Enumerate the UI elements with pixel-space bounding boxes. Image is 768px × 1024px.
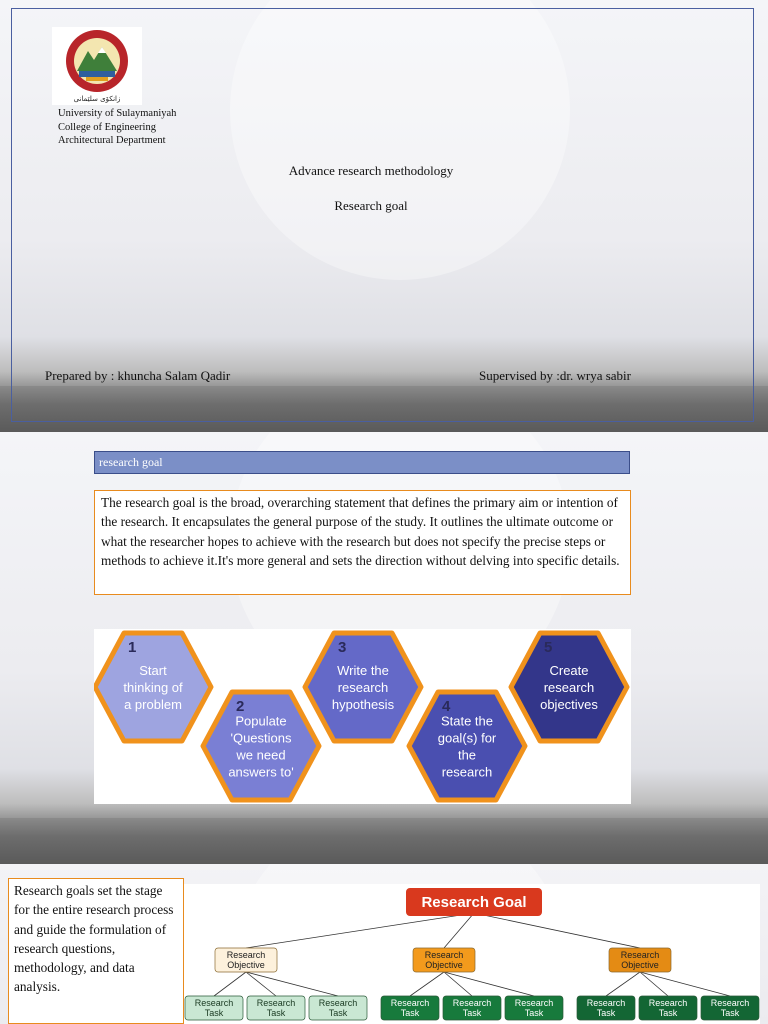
step-hexagon-4 xyxy=(409,692,525,800)
research-objective-node xyxy=(215,948,277,972)
university-logo xyxy=(52,27,142,105)
step-number: 2 xyxy=(236,698,245,715)
step-label-line: Create xyxy=(549,663,589,678)
process-steps-diagram xyxy=(94,629,631,804)
research-goal-hierarchy-slide xyxy=(0,864,768,1024)
research-objective-label: Objective xyxy=(227,960,265,970)
logo-caption: زانكۆی سلێمانی xyxy=(73,95,121,103)
research-task-label: Research xyxy=(318,998,358,1008)
step-label-line: thinking of xyxy=(123,680,183,695)
research-task-node xyxy=(309,996,367,1020)
step-label-line: hypothesis xyxy=(331,697,395,712)
research-task-label: Task xyxy=(266,1008,286,1018)
research-task-label: Research xyxy=(514,998,554,1008)
prepared-by: Prepared by : khuncha Salam Qadir xyxy=(45,368,231,383)
research-goal-label: Research Goal xyxy=(421,894,527,911)
research-task-label: Task xyxy=(720,1008,740,1018)
step-hexagon-2 xyxy=(203,692,319,800)
step-number: 1 xyxy=(128,639,137,656)
research-task-label: Task xyxy=(204,1008,224,1018)
step-label-line: Write the xyxy=(337,663,389,678)
step-label-line: Start xyxy=(139,663,167,678)
research-task-node xyxy=(247,996,305,1020)
step-label-line: research xyxy=(441,764,493,780)
research-objective-label: Research xyxy=(620,950,660,960)
step-label-line: a problem xyxy=(124,697,182,712)
research-task-label: Research xyxy=(710,998,750,1008)
research-task-node xyxy=(639,996,697,1020)
research-task-label: Task xyxy=(658,1008,678,1018)
research-objective-label: Objective xyxy=(621,960,659,970)
slide-footer-band xyxy=(0,818,768,864)
step-hexagon-5 xyxy=(511,633,627,741)
title-slide xyxy=(0,0,768,432)
research-objective-label: Objective xyxy=(425,960,463,970)
section-heading: research goal xyxy=(94,451,630,474)
step-label-line: the xyxy=(457,747,477,763)
research-task-node xyxy=(381,996,439,1020)
step-label-line: research xyxy=(337,680,389,695)
research-task-node xyxy=(505,996,563,1020)
step-label-line: research xyxy=(543,680,595,695)
research-task-label: Research xyxy=(648,998,688,1008)
step-hexagon-1 xyxy=(95,633,211,741)
research-objective-node xyxy=(609,948,671,972)
step-label-line: State the xyxy=(440,713,494,729)
step-label-line: goal(s) for xyxy=(437,730,497,746)
definition-paragraph: The research goal is the broad, overarching statement that defines the primary aim or intention of the research. It encapsulates the general purpose of the study. It outlines the ultimate outcome or what the researcher hopes to achieve with the research but does not specify the precise steps or methods to achieve it.It's more general and sets the direction without delving into specific details. xyxy=(94,490,631,595)
step-label-line: we need xyxy=(236,747,286,763)
research-task-node xyxy=(443,996,501,1020)
step-label-line: objectives xyxy=(540,697,598,712)
research-task-label: Research xyxy=(256,998,296,1008)
research-task-label: Research xyxy=(586,998,626,1008)
summary-paragraph: Research goals set the stage for the entire research process and guide the formulation of research questions, methodology, and data analysis. xyxy=(8,878,184,1024)
research-goal-slide xyxy=(0,432,768,864)
slide-topic: Research goal xyxy=(334,198,408,213)
hexagon-steps-svg xyxy=(94,629,631,804)
college-name: College of Engineering xyxy=(58,121,156,133)
step-hexagon-3 xyxy=(305,633,421,741)
research-task-node xyxy=(577,996,635,1020)
step-label-line: 'Questions xyxy=(230,730,292,746)
step-label-line: Populate xyxy=(235,713,287,729)
goal-hierarchy-diagram xyxy=(184,884,760,1024)
course-title: Advance research methodology xyxy=(288,163,454,178)
research-task-label: Task xyxy=(524,1008,544,1018)
institution-block xyxy=(58,107,176,148)
step-label-line: answers to' xyxy=(228,764,294,780)
research-task-label: Research xyxy=(390,998,430,1008)
step-number: 4 xyxy=(442,698,451,715)
research-task-label: Task xyxy=(596,1008,616,1018)
step-number: 5 xyxy=(544,639,553,656)
research-task-node xyxy=(701,996,759,1020)
research-task-label: Research xyxy=(194,998,234,1008)
hierarchy-svg xyxy=(184,884,760,1024)
research-task-label: Research xyxy=(452,998,492,1008)
research-objective-node xyxy=(413,948,475,972)
research-task-label: Task xyxy=(400,1008,420,1018)
research-task-label: Task xyxy=(462,1008,482,1018)
step-number: 3 xyxy=(338,639,347,656)
department-name: Architectural Department xyxy=(58,135,166,146)
research-task-node xyxy=(185,996,243,1020)
supervised-by: Supervised by :dr. wrya sabir xyxy=(479,368,632,383)
research-task-label: Task xyxy=(328,1008,348,1018)
research-objective-label: Research xyxy=(424,950,464,960)
research-goal-node xyxy=(406,888,542,916)
research-objective-label: Research xyxy=(226,950,266,960)
university-name: University of Sulaymaniyah xyxy=(58,108,177,119)
